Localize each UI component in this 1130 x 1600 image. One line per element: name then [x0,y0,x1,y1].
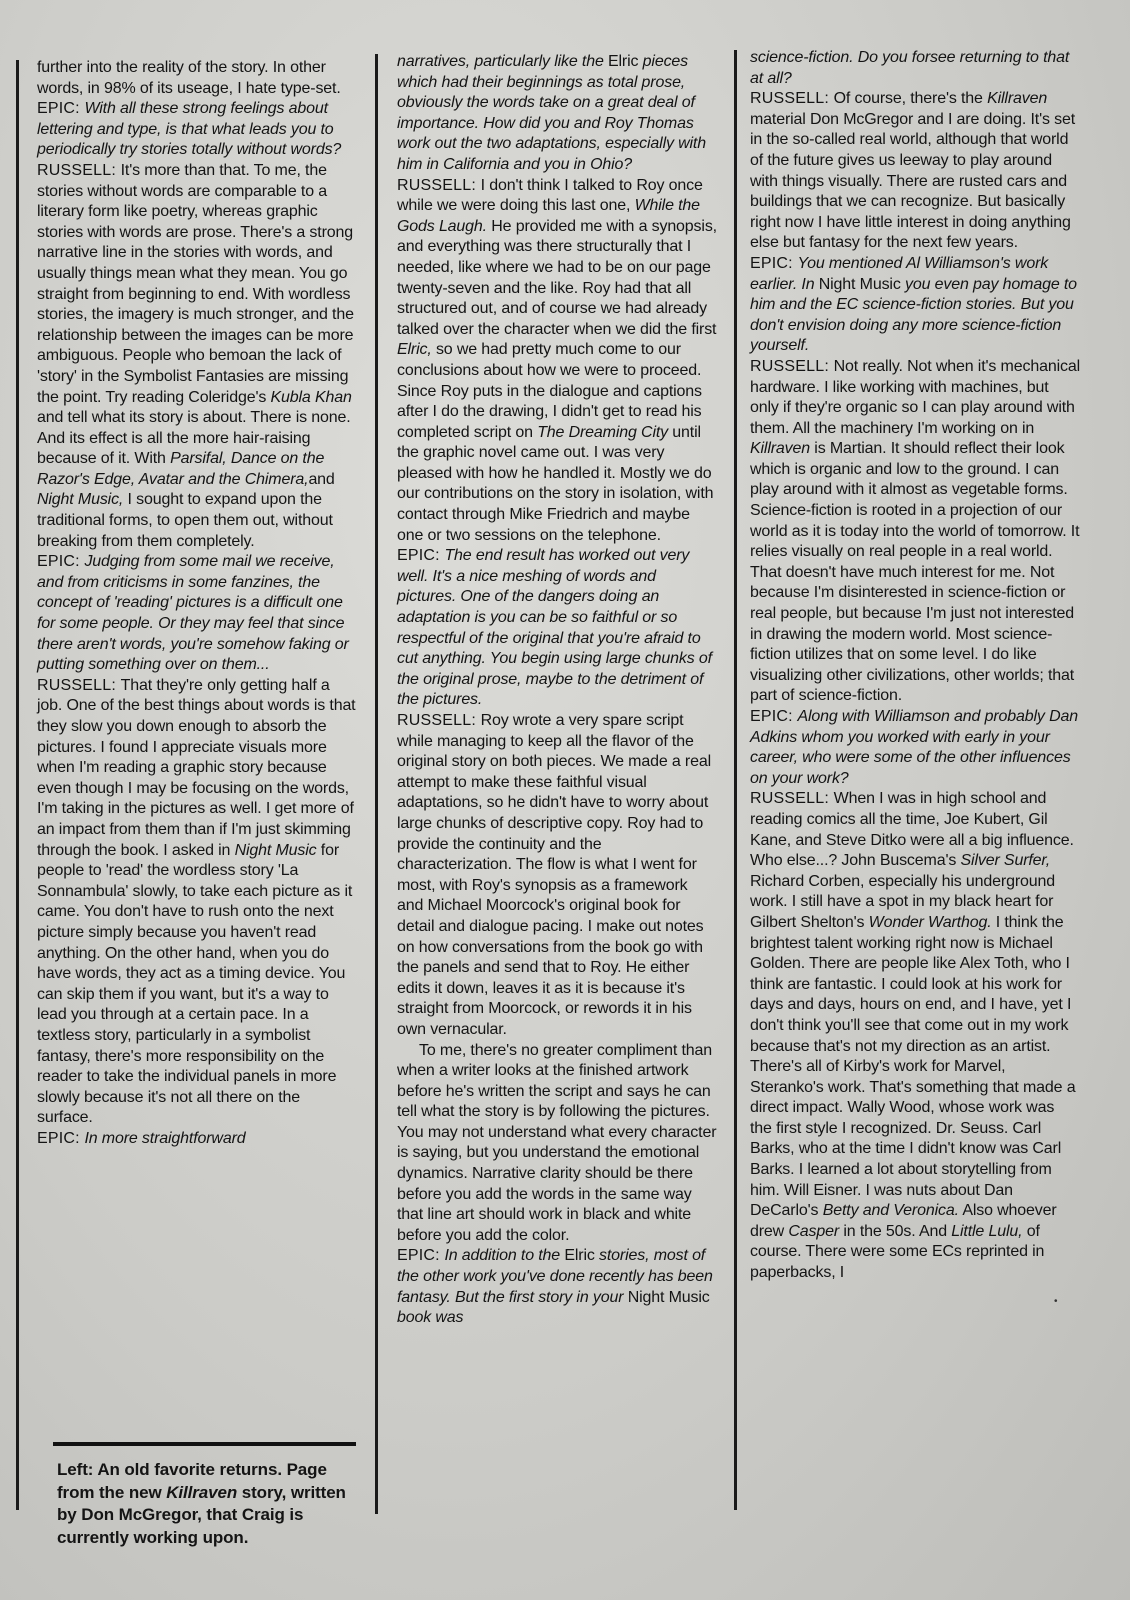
speaker-label: RUSSELL: [750,90,834,108]
interview-paragraph [397,176,717,547]
body-text: and [308,470,335,488]
interview-paragraph [37,58,359,99]
body-text: It's more than that. To me, the stories without words are comparable to a literary form like poetry, whereas graphic stories with words are prose. There's a strong narrative line in the stories with words, and usually things mean what they mean. You go straight from beginning to end. With wordless stories, the imagery is much stronger, and the relationship between the images can be more ambiguous. People who bemoan the lack of 'story' in the Symbolist Fantasies are missing the point. Try reading Coleridge's [37,161,354,406]
interview-paragraph [750,789,1080,1283]
italic-text: You mentioned Al Williamson's work earlier. In [750,254,1049,293]
italic-text: Along with Williamson and probably Dan Adkins whom you worked with early in your career, who were some of the other influences on your work? [750,708,1078,787]
speaker-label: RUSSELL: [37,161,121,179]
interview-paragraph [37,99,359,161]
italic-text: Killraven [987,90,1048,108]
italic-text: Night Music [234,841,317,859]
italic-text: The Dreaming City [537,423,669,441]
body-text: I sought to expand upon the traditional forms, to open them out, without breaking from them completely. [37,491,333,550]
body-text: I think the brightest talent working right now is Michael Golden. There are people like Alex Toth, who I think are fantastic. I could look at his work for days and days, hours on end, and I have, yet I don't think you'll see that come out in my work because that's not my direction as an artist. There's all of Kirby's work for Marvel, Steranko's work. That's something that made a direct impact. Wally Wood, whose work was the first style I recognized. Dr. Seuss. Carl Barks, who at the time I didn't know was Carl Barks. I learned a lot about storytelling from him. Will Eisner. I was nuts about Dan DeCarlo's [750,913,1076,1220]
italic-text: Casper [788,1222,840,1240]
italic-text: Elric, [397,341,432,359]
column-rule-middle [375,54,378,1514]
italic-text: The end result has worked out very well. It's a nice meshing of words and pictures. One of the dangers doing an adaptation is you can be so faithful or so respectful of the original that you're afraid to cut anything. You begin using large chunks of the original prose, maybe to the detriment of the pictures. [397,547,712,709]
italic-text: Kubla Khan [270,388,352,406]
caption-prefix: Left: An old favorite returns. Page from the new [57,1460,327,1502]
italic-text: Wonder Warthog. [868,913,992,931]
body-text: of course. There were some ECs reprinted in paperbacks, I [750,1222,1045,1282]
italic-text: pieces which had their beginnings as total prose, obviously the words take on a great deal of importance. How did you and Roy Thomas work out the two adaptations, especially with him in California and you in Ohio? [397,53,706,173]
body-text: is Martian. It should reflect their look which is organic and low to the ground. I can play around with it almost as vegetable forms. Science-fiction is rooted in a projection of our world as it is today into the world of tomorrow. It relies visually on real people in a real world. That doesn't have much interest for me. Not because I'm disinterested in science-fiction or real people, but because I'm just not interested in drawing the modern world. Most science-fiction utilizes that on some level. I do like visualizing other civilizations, other worlds; that part of science-fiction. [750,440,1080,705]
italic-text: While the Gods Laugh. [397,197,700,235]
speaker-label: EPIC: [750,254,798,272]
speaker-label: RUSSELL: [750,790,834,808]
body-text: so we had pretty much come to our conclusions about how we were to proceed. Since Roy puts in the dialogue and captions after I do the drawing, I didn't get to read his completed script on [397,341,702,441]
body-text: in the 50s. And [839,1222,952,1240]
text-column-3 [750,48,1080,1284]
italic-text: book was [397,1309,464,1327]
body-text: material Don McGregor and I are doing. It's set in the so-called real world, although that world of the future gives us leeway to play around with things visually. There are rusted cars and buildings that we can recognize. But basically right now I have little interest in doing anything else but fantasy for the next few years. [750,110,1076,252]
italic-text: Parsifal, Dance on the Razor's Edge, Avatar and the Chimera, [37,450,325,488]
body-text: and tell what its story is about. There is none. And its effect is all the more hair-raising because of it. With [37,409,351,468]
interview-paragraph [397,1246,717,1328]
italic-text: Killraven [750,440,811,458]
italic-text: Night Music, [37,491,124,509]
body-text: further into the reality of the story. In other words, in 98% of its useage, I hate type-set. [37,59,341,97]
body-text: Night Music [627,1288,710,1306]
body-text: for people to 'read' the wordless story 'La Sonnambula' slowly, to take each picture as it came. You don't have to rush onto the next picture simply because you haven't read anything. On the other hand, when you do have words, they act as a timing device. You can skip them if you want, but it's a way to lead you through at a certain pace. In a textless story, particularly in a symbolist fantasy, there's more responsibility on the reader to take the individual panels in more slowly because it's not all there on the surface. [37,841,353,1127]
column-rule-right [734,50,737,1510]
interview-paragraph [37,676,359,1129]
caption-suffix: story, written by Don McGregor, that Craig is currently working upon. [57,1482,346,1547]
italic-text: In more straightforward [84,1129,246,1147]
body-text: Elric [564,1247,595,1265]
body-text: That they're only getting half a job. One of the best things about words is that they slow you down enough to absorb the pictures. I found I appreciate visuals more when I'm reading a graphic story because even though I may be focusing on the words, I'm taking in the pictures as well. I get more of an impact from them than if I'm just skimming through the book. I asked in [37,676,356,859]
interview-paragraph [750,89,1080,254]
interview-paragraph [750,254,1080,357]
italic-text: Little Lulu, [951,1222,1023,1240]
italic-text: Silver Surfer, [960,852,1051,870]
body-text: until the graphic novel came out. I was very pleased with how he handled it. Mostly we do our contributions on the story in isolation, with contact through Mike Friedrich and maybe one or two sessions on the telephone. [397,423,714,544]
interview-paragraph [37,552,359,676]
body-text: I don't think I talked to Roy once while we were doing this last one, [397,176,703,215]
body-text: Elric [608,53,639,70]
speaker-label: EPIC: [397,1247,445,1265]
interview-paragraph [750,707,1080,789]
body-text: He provided me with a synopsis, and everything was there structurally that I needed, like where we had to be on our page twenty-seven and the like. Roy had that all structured out, and of course we had already talked over the character when we did the first [397,217,717,338]
italic-text: you even pay homage to him and the EC science-fiction stories. But you don't envision doing any more science-fiction yourself. [750,275,1077,355]
speaker-label: RUSSELL: [750,357,834,375]
text-column-1 [37,58,359,1149]
speaker-label: RUSSELL: [397,176,481,194]
speaker-label: EPIC: [750,708,798,725]
interview-paragraph [37,1129,359,1150]
italic-text: narratives, particularly like the [397,53,608,70]
page-mark: • [1054,1296,1058,1307]
interview-paragraph [397,52,717,176]
body-text: Of course, there's the [833,90,988,108]
speaker-label: EPIC: [397,547,445,565]
image-caption [57,1459,367,1549]
body-text: Richard Corben, especially his underground work. I still have a spot in my black heart for Gilbert Shelton's [750,872,1055,931]
speaker-label: RUSSELL: [37,676,121,694]
italic-text: In addition to the [444,1247,565,1265]
italic-text: Judging from some mail we receive, and from criticisms in some fanzines, the concept of 'reading' pictures is a difficult one for some people. Or they may feel that since there aren't words, you're somehow faking or putting something over on them... [37,553,349,674]
interview-paragraph [397,546,717,711]
body-text: Also whoever drew [750,1202,1057,1240]
body-text: Night Music [818,275,901,293]
speaker-label: EPIC: [37,1129,85,1147]
speaker-label: RUSSELL: [397,712,481,729]
body-text: To me, there's no greater compliment than when a writer looks at the finished artwork before he's written the script and says he can tell what the story is by following the pictures. You may not understand what every character is saying, but you understand the emotional dynamics. Narrative clarity should be there before you add the words in the same way that line art should work in black and white before you add the color. [397,1041,717,1244]
italic-text: stories, most of the other work you've done recently has been fantasy. But the first story in your [397,1247,713,1306]
interview-paragraph [397,1041,717,1247]
italic-text: With all these strong feelings about lettering and type, is that what leads you to periodically try stories totally without words? [37,100,342,159]
body-text: When I was in high school and reading comics all the time, Joe Kubert, Gil Kane, and Steve Ditko were all a big influence. Who else...? John Buscema's [750,790,1074,870]
interview-paragraph [750,48,1080,89]
italic-text: science-fiction. Do you forsee returning to that at all? [750,49,1070,87]
italic-text: Betty and Veronica. [822,1202,959,1220]
speaker-label: EPIC: [37,100,85,118]
speaker-label: EPIC: [37,553,85,571]
interview-paragraph [750,357,1080,707]
body-text: Not really. Not when it's mechanical hardware. I like working with machines, but only if they're organic so I can play around with them. All the machinery I'm working on in [750,357,1080,437]
body-text: Roy wrote a very spare script while managing to keep all the flavor of the original story on both pieces. We made a real attempt to make these faithful visual adaptations, so he didn't have to worry about large chunks of descriptive copy. Roy had to provide the continuity and the characterization. The flow is what I went for most, with Roy's synopsis as a framework and Michael Moorcock's original book for detail and dialogue pacing. I make out notes on how conversations from the book go with the panels and send that to Roy. He either edits it down, leaves it as it is because it's straight from Moorcock, or rewords it in his own vernacular. [397,712,712,1038]
caption-title: Killraven [166,1482,238,1502]
caption-divider [53,1442,356,1446]
interview-paragraph [397,711,717,1041]
interview-paragraph [37,161,359,552]
column-rule-left [16,60,19,1510]
text-column-2 [397,52,717,1329]
